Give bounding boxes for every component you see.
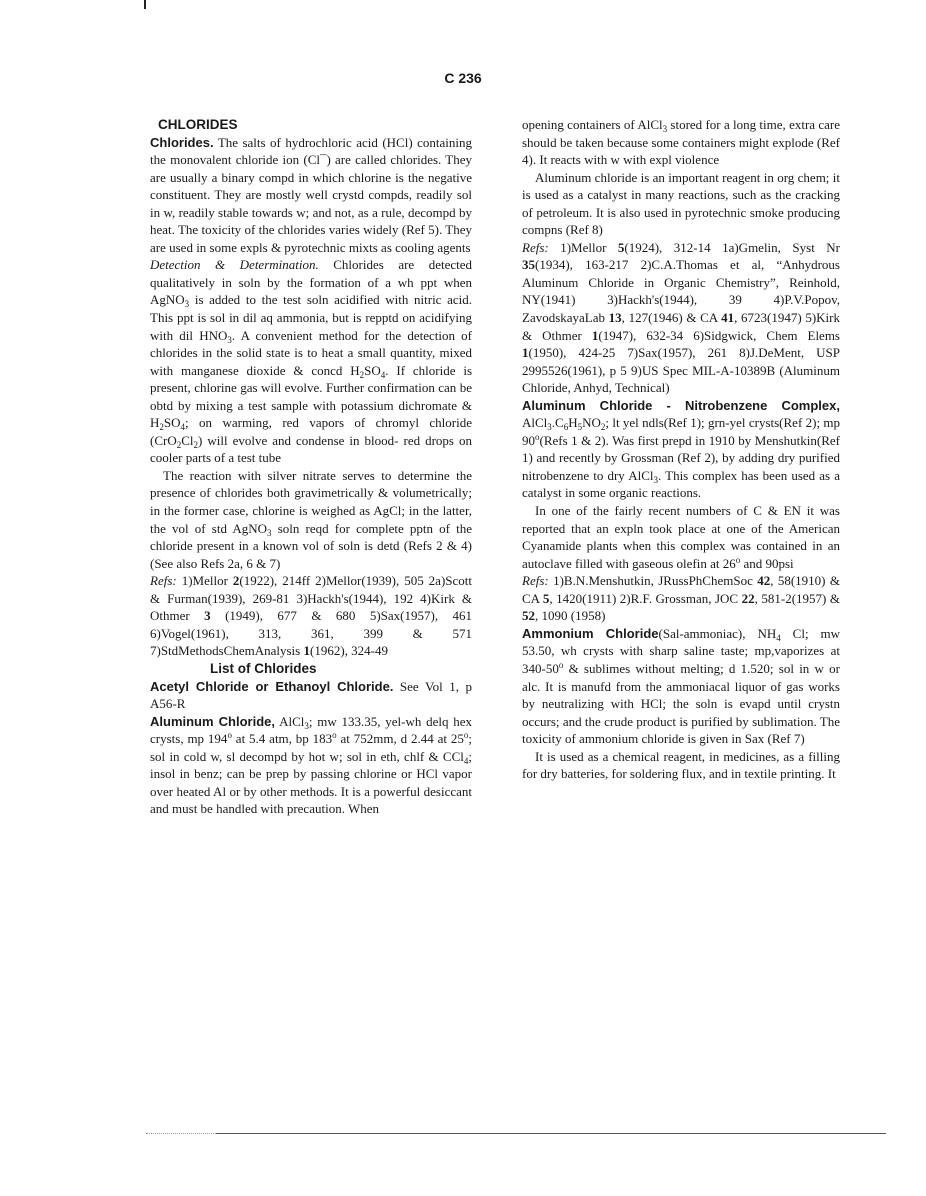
refs-label: Refs: [150,573,177,589]
detection-label: Detection & Determination. [150,257,319,273]
subscript: 4 [180,422,186,433]
ref-text: (1950), 424-25 7)Sax(1957), 261 8)J.DeMent, USP 2995526(1961), p 5 9)US Spec MIL-A-10389B (Aluminum Chloride, Anhyd, Technical) [522,345,840,396]
degree-sign: o [735,554,741,565]
degree-sign: o [558,659,564,670]
subscript: 3 [227,334,232,345]
left-column [150,116,472,818]
subscript: 4 [776,632,781,643]
subscript: 6 [563,422,569,433]
ref-volume: 5 [542,590,550,606]
subscript: 2 [159,422,164,433]
detection-text: . If chloride is present, chlorine gas will evolve. Further confirmation can be obtd by mixing a test sample with potassium dichromate & H [150,362,473,431]
detection-paragraph: Detection & Determination. Chlorides are detected qualitatively in soln by the formation of a wh ppt when AgNO$_3$ is added to the test soln acidified with nitric acid. This ppt is sol in dil aq ammonia, but is repptd on acidifying with dil $HNO_3$. A convenient method for the detection of chlorides in the solid state is to heat a small quantity, mixed with manganese dioxide & concd $H_2SO_4$. If chloride is present, chlorine gas will evolve. Further confirmation can be obtd by mixing a test sample with potassium dichromate & $H_2SO_4$; on warming, red vapors of chromyl chloride $(CrO_2Cl_2)$ will evolve and condense in blood- red drops on cooler parts of a test tube [150,257,473,466]
entry-text: ; sol in cold w, sl decompd by hot w; sol in eth, chlf & CCl [150,731,472,764]
references-complex [522,572,840,625]
detection-text: ) will evolve and condense in blood- red drops on cooler parts of a test tube [150,432,472,466]
subscript: 5 [577,422,583,433]
ref-volume: 52 [522,608,535,624]
entry-text: ; insol in benz; can be prep by passing chlorine or HCl vapor over heated Al or by other methods. It is a powerful desiccant and must be handled with precaution. When [150,748,472,817]
ref-volume: 13 [608,310,622,326]
subscript: 3 [653,474,658,485]
ref-text: , 58(1910) & CA [522,573,840,606]
silver-nitrate-paragraph [150,467,472,572]
entry-text: and 90psi [740,555,794,571]
references-left [150,572,472,660]
subscript: 3 [304,720,309,731]
refs-label: Refs: [522,573,549,589]
subscript: 3 [184,299,190,310]
ref-volume: 5 [617,239,625,255]
subscript: 4 [380,369,386,380]
ref-volume: 2 [232,573,240,589]
entry-text: ; lt yel ndls(Ref 1); grn-yel crysts(Ref 2); mp 90 [522,415,840,448]
ammonium-alias: (Sal-ammoniac), [658,625,746,641]
ref-text: (1962), 324-49 [309,643,388,659]
cen-paragraph [522,502,840,572]
entry-text: . This complex has been used as a catalyst in some organic reactions. [522,467,840,501]
detection-text: ; on warming, red vapors of chromyl chloride (CrO [150,415,472,448]
ref-text: 1)Mellor [560,239,618,255]
ref-volume: 1 [303,643,310,659]
subscript: 2 [193,439,199,450]
subscript: 3 [662,124,668,134]
intro-text: The salts of hydrochloric acid (HCl) containing the monovalent chloride ion (Cl¯) are called chlorides. They are usually a binary compd in which chlorine is the negative constituent. They are mostly well crystd compds, readily sol in w, readily stable towards w; and not, as a rule, decompd by heat. The toxicity of the chlorides varies widely (Ref 5). They are used in some expls & pyrotechnic mixts as cooling agents [150,134,473,255]
ref-text: (1922), 214ff 2)Mellor(1939), 505 2a)Scott & Furman(1939), 269-81 3)Hackh's(1944), 192 4)Kirk & Othmer [150,573,473,624]
subscript: 3 [547,422,552,433]
list-heading: List of Chlorides [210,660,317,676]
degree-sign: o [227,730,232,741]
entry-text: NH [757,625,777,641]
subscript: 2 [600,422,606,433]
entry-text: opening containers of AlCl [522,117,663,132]
entry-text: .C [551,415,564,431]
silver-text: The reaction with silver nitrate serves to determine the presence of chlorides both gravimetrically & volumetrically; in the former case, chlorine is weighed as AgCl; in the latter, the vol of std AgNO [150,467,472,536]
intro-term: Chlorides. [150,134,214,150]
degree-sign: o [535,431,540,442]
ref-text: , 6723(1947) 5)Kirk & Othmer [522,310,840,343]
uses-paragraph: Aluminum chloride is an important reagent in org chem; it is used as a catalyst in many reactions, such as the cracking of petroleum. It is also used in pyrotechnic smoke producing compns (Ref 8) [522,169,840,238]
ref-text: 1)Mellor [181,573,233,589]
entry-text: AlCl [522,415,548,431]
ref-text: , 581-2(1957) & [754,590,840,606]
entry-text: H [568,415,578,431]
corner-mark [144,0,146,9]
ref-text: , 1420(1911) 2)R.F. Grossman, JOC [549,590,742,606]
subscript: 2 [176,439,182,450]
ref-text: , 127(1946) & CA [621,310,722,326]
ref-volume: 41 [721,310,735,326]
ref-volume: 22 [741,590,755,606]
ref-text: , 1090 (1958) [535,608,606,624]
bottom-divider-dotted [146,1133,216,1134]
ref-text: (1949), 677 & 680 5)Sax(1957), 461 6)Vogel(1961), 313, 361, 399 & 571 7)StdMethodsChemAnalysis [150,608,472,659]
subscript: 2 [359,369,365,380]
acetyl-term: Acetyl Chloride or Ethanoyl Chloride. [150,678,394,694]
entry-text: at 5.4 atm, bp 183 [231,731,333,747]
ref-volume: 1 [591,327,599,343]
ammonium-term: Ammonium Chloride [522,625,659,641]
ref-volume: 42 [757,573,771,589]
subscript: 4 [463,755,469,766]
ref-volume: 35 [522,257,535,273]
ref-text: 1)B.N.Menshutkin, JRussPhChemSoc [553,573,758,589]
degree-sign: o [463,730,469,741]
ref-text: (1947), 632-34 6)Sidgwick, Chem Elems [598,327,840,343]
refs-label: Refs: [522,239,549,255]
aluminum-term: Aluminum Chloride, [150,713,276,729]
acetyl-text: See Vol 1, p A56-R [150,678,473,712]
detection-text: is added to the test soln acidified with nitric acid. This ppt is sol in dil aq ammonia, but is repptd on acidifying with dil HNO [150,292,473,343]
detection-text: Chlorides are detected qualitatively in soln by the formation of a wh ppt when AgNO [150,257,473,308]
page-number: C 236 [444,70,482,86]
section-heading: CHLORIDES [158,117,238,132]
intro-paragraph [150,134,472,257]
bottom-divider [216,1133,886,1134]
ref-text: (1934), 163-217 2)C.A.Thomas et al, “Anhydrous Aluminum Chloride in Organic Chemistry”, Reinhold, NY(1941) 3)Hackh's(1944), 39 4)P.V.Popov, ZavodskayaLab [522,257,840,326]
ref-volume: 1 [522,345,529,361]
nitrobenzene-complex-entry [522,397,840,502]
entry-text: NO [582,415,601,431]
acetyl-entry [150,678,472,713]
entry-text: & sublimes without melting; d 1.520; sol in w or alc. It is manufd from the ammoniacal liquor of gas works by neutralizing with HCl; the soln is evapd until crystn occurs; and the crude product is purified by sublimation. The toxicity of ammonium chloride is given in Sax (Ref 7) [522,660,840,747]
entry-text: ; mw 133.35, yel-wh delq hex crysts, mp 194 [150,713,472,747]
entry-text: (Refs 1 & 2). Was first prepd in 1910 by Menshutkin(Ref 1) and recently by Grossman (Ref 2), by adding dry purified nitrobenzene to dry AlCl [522,432,840,483]
subscript: 3 [267,527,272,538]
ammonium-chloride-entry [522,625,840,748]
entry-text: AlCl [279,713,305,729]
entry-text: at 752mm, d 2.44 at 25 [336,731,464,747]
entry-text: stored for a long time, extra care should be taken because some containers might explode (Ref 4). It reacts with w with expl violence [522,117,840,168]
entry-text: Cl; mw 53.50, wh crysts with sharp saline taste; mp,vaporizes at 340-50 [522,625,840,676]
degree-sign: o [332,730,337,741]
continuation-paragraph [522,116,840,169]
ref-text: (1924), 312-14 1a)Gmelin, Syst Nr [624,239,840,255]
silver-text: soln reqd for complete pptn of the chloride present in a known vol of soln is detd (Refs 2 & 4) (See also Refs 2a, 6 & 7) [150,520,472,571]
ref-volume: 3 [204,608,211,624]
right-column [522,116,840,783]
aluminum-chloride-entry [150,713,472,818]
references-aluminum [522,239,840,397]
complex-term: Aluminum Chloride - Nitrobenzene Complex, [522,397,840,413]
entry-text: In one of the fairly recent numbers of C & EN it was reported that an expln took place at one of the American Cyanamide plants when this complex was contained in an autoclave filled with gaseous olefin at 26 [522,503,840,571]
detection-text: . A convenient method for the detection of chlorides in the solid state is to heat a small quantity, mixed with manganese dioxide & concd H [150,327,472,378]
ammonium-uses-paragraph: It is used as a chemical reagent, in medicines, as a filling for dry batteries, for soldering flux, and in textile printing. It [522,748,840,782]
